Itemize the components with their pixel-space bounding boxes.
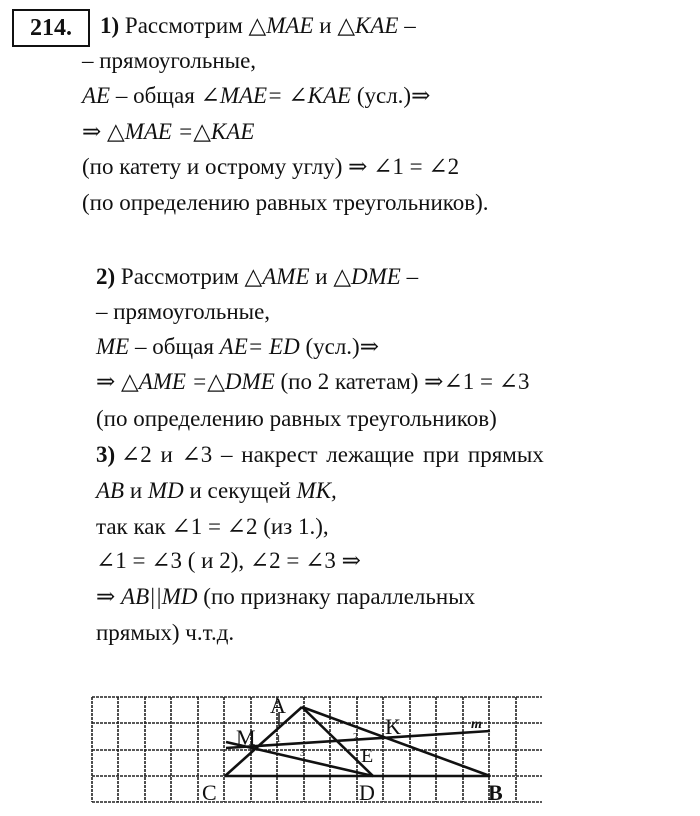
math: AB||MD [121, 584, 198, 609]
text: – прямоугольные, [96, 299, 271, 324]
text: – [398, 13, 416, 38]
text: (по определению равных треугольников) [96, 406, 497, 431]
text: и секущей [183, 478, 297, 503]
text: (по определению равных треугольников). [82, 190, 489, 215]
label-angle1: 1 [276, 734, 281, 745]
math: AE [82, 83, 111, 108]
math: △KAE [337, 13, 399, 38]
label-M: M [236, 725, 256, 750]
text: (по катету и острому углу) ⇒ ∠1 = ∠2 [82, 154, 460, 179]
math: MK, [296, 478, 337, 503]
text: и [124, 478, 148, 503]
problem-number: 214. [12, 9, 90, 47]
label-angle2: 2 [353, 732, 358, 743]
text: Рассмотрим [120, 264, 245, 289]
math: ME [96, 334, 130, 359]
text: ⇒ [96, 584, 122, 609]
math: AB [96, 478, 125, 503]
part1-label: 1) [100, 13, 120, 38]
part3-label: 3) [96, 442, 116, 467]
text: (по 2 катетам) ⇒∠1 = ∠3 [274, 369, 530, 394]
text: (усл.)⇒ [351, 83, 431, 108]
text: так как ∠1 = ∠2 (из 1.), [96, 514, 329, 539]
text: – общая [129, 334, 220, 359]
text: Рассмотрим [124, 13, 249, 38]
text: и [313, 13, 338, 38]
text: (по признаку параллельных [197, 584, 476, 609]
text: (усл.)⇒ [299, 334, 379, 359]
math: ∠MAE= ∠KAE [200, 83, 352, 108]
math: AE= ED [219, 334, 300, 359]
math: △AME [244, 264, 310, 289]
text: ∠2 и ∠3 – накрест лежащие при прямых [120, 442, 544, 467]
math: △MAE [248, 13, 314, 38]
label-angle3: 3 [300, 748, 305, 759]
label-C: C [202, 780, 217, 805]
text: и [309, 264, 334, 289]
math: △AME =△DME [121, 369, 275, 394]
part2-label: 2) [96, 264, 116, 289]
figure-labels [202, 693, 503, 805]
label-A: A [270, 693, 286, 718]
math: △DME [333, 264, 401, 289]
label-E: E [361, 745, 374, 767]
label-B: B [488, 780, 503, 805]
label-m: m [471, 717, 482, 732]
text: ⇒ [82, 119, 108, 144]
math: △MAE =△KAE [107, 119, 255, 144]
text: ⇒ [96, 369, 122, 394]
label-K: K [385, 714, 401, 739]
text: прямых) ч.т.д. [96, 620, 235, 645]
text: – общая [110, 83, 201, 108]
label-D: D [359, 780, 375, 805]
text: – [400, 264, 419, 289]
text: – прямоугольные, [82, 48, 257, 73]
math: MD [147, 478, 184, 503]
text: ∠1 = ∠3 ( и 2), ∠2 = ∠3 ⇒ [96, 548, 361, 573]
